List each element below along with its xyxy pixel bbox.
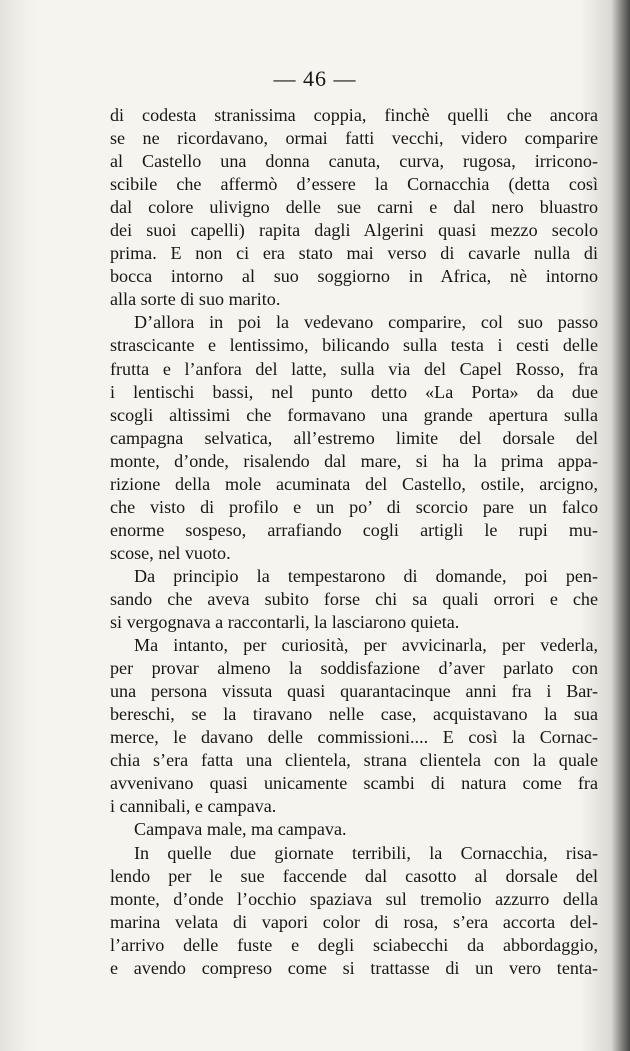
text-line-36: marina velata di vapori color di rosa, s’era accorta del- xyxy=(110,911,598,932)
text-line-25: per provar almeno la soddisfazione d’aver parlato con xyxy=(110,658,598,679)
paragraph-start-dallora: D’allora in poi la vedevano comparire, col suo passo xyxy=(134,312,598,333)
text-line-20: scose, nel vuoto. xyxy=(110,542,231,563)
text-line-17: rizione della mole acuminata del Castello, ostile, arcigno, xyxy=(110,473,598,494)
text-line-7: prima. E non ci era stato mai verso di cavarle nulla di xyxy=(110,243,598,264)
text-line-38: e avendo compreso come si trattasse di un vero tenta- xyxy=(110,957,598,978)
text-line-23: si vergognava a raccontarli, la lasciarono quieta. xyxy=(110,612,460,633)
paragraph-start-da-principio: Da principio la tempestarono di domande, poi pen- xyxy=(134,565,598,586)
text-line-5: dal colore ulivigno delle sue carni e dal nero bluastro xyxy=(110,197,598,218)
text-line-26: una persona vissuta quasi quarantacinque anni fra i Bar- xyxy=(110,681,598,702)
page-left-shadow xyxy=(0,0,28,1051)
text-line-4: scibile che affermò d’essere la Cornacchia (detta così xyxy=(110,174,598,195)
text-line-12: frutta e l’anfora del latte, sulla via del Capel Rosso, fra xyxy=(110,358,598,379)
body-text xyxy=(110,104,598,980)
text-line-27: bereschi, se la tiravano nelle case, acquistavano la sua xyxy=(110,704,598,725)
text-line-15: campagna selvatica, all’estremo limite del dorsale del xyxy=(110,427,598,448)
page-number: — 46 — xyxy=(273,66,357,91)
text-line-1: di codesta stranissima coppia, finchè quelli che ancora xyxy=(110,105,598,125)
text-line-37: l’arrivo delle fuste e degli sciabecchi da abbordaggio, xyxy=(110,934,598,955)
text-line-35: monte, d’onde l’occhio spaziava sul tremolio azzurro della xyxy=(110,888,598,909)
text-line-28: merce, le davano delle commissioni.... E così la Cornac- xyxy=(110,727,598,748)
text-line-9: alla sorte di suo marito. xyxy=(110,289,281,310)
paragraph-start-ma-intanto: Ma intanto, per curiosità, per avvicinarla, per vederla, xyxy=(134,635,598,656)
text-line-22: sando che aveva subito forse chi sa quali orrori e che xyxy=(110,588,598,609)
text-line-11: strascicante e lentissimo, bilicando sulla testa i cesti delle xyxy=(110,335,598,356)
text-line-19: enorme sospeso, arrafiando cogli artigli le rupi mu- xyxy=(110,519,598,540)
text-line-34: lendo per le sue faccende dal casotto al dorsale del xyxy=(110,865,598,886)
paragraph-start-in-quelle: In quelle due giornate terribili, la Cornacchia, risa- xyxy=(134,842,598,863)
text-line-16: monte, d’onde, risalendo dal mare, si ha la prima appa- xyxy=(110,450,598,471)
text-line-18: che visto di profilo e un po’ di scorcio pare un falco xyxy=(110,496,598,517)
text-line-3: al Castello una donna canuta, curva, rugosa, irricono- xyxy=(110,151,598,172)
text-line-31: i cannibali, e campava. xyxy=(110,796,277,817)
text-line-13: i lentischi bassi, nel punto detto «La Porta» da due xyxy=(110,381,598,402)
text-line-30: avvenivano quasi unicamente scambi di natura come fra xyxy=(110,773,598,794)
text-line-2: se ne ricordavano, ormai fatti vecchi, videro comparire xyxy=(110,128,598,149)
page-right-edge-shadow xyxy=(612,0,630,1051)
text-line-6: dei suoi capelli) rapita dagli Algerini quasi mezzo secolo xyxy=(110,220,598,241)
text-line-29: chia s’era fatta una clientela, strana clientela con la quale xyxy=(110,750,598,771)
text-line-8: bocca intorno al suo soggiorno in Africa, nè intorno xyxy=(110,266,598,287)
paragraph-campava: Campava male, ma campava. xyxy=(134,819,347,840)
text-line-14: scogli altissimi che formavano una grande apertura sulla xyxy=(110,404,598,425)
